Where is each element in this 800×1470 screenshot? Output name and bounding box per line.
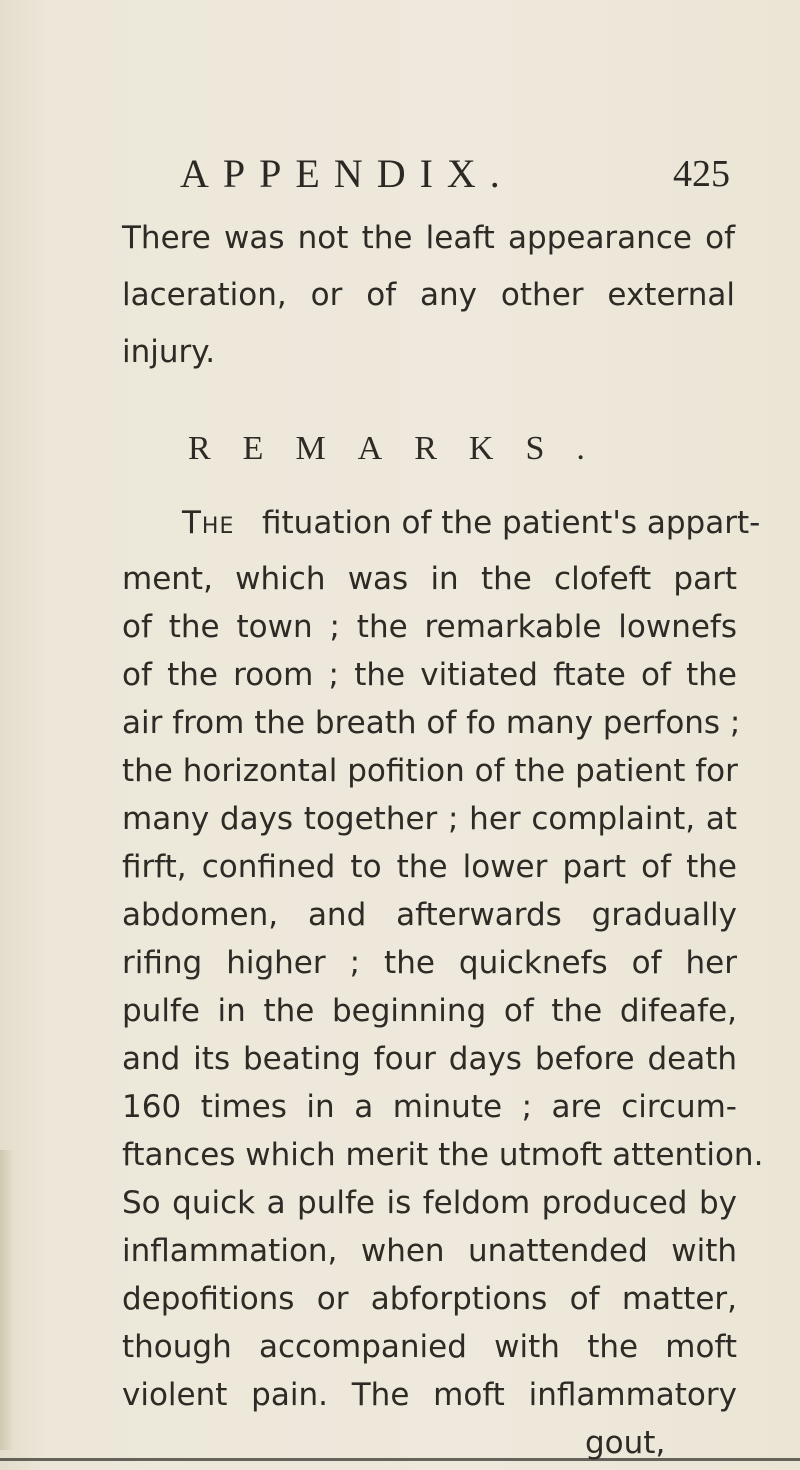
remarks-line-5: air from the breath of fo many perfons ;	[122, 705, 741, 741]
remarks-line-16: inflammation, when unattended with	[122, 1233, 737, 1269]
page-number: 425	[673, 153, 730, 195]
page-edge-shadow	[0, 1150, 14, 1450]
remarks-line-4: of the room ; the vitiated ftate of the	[122, 657, 737, 693]
remarks-line-6: the horizontal pofition of the patient for	[122, 753, 738, 789]
remarks-line-17: depofitions or abforptions of matter,	[122, 1281, 737, 1317]
opening-line-3: injury.	[122, 334, 216, 370]
remarks-line-10: rifing higher ; the quicknefs of her	[122, 945, 737, 981]
running-head-title: APPENDIX.	[180, 151, 514, 196]
bottom-rule	[0, 1458, 800, 1461]
remarks-line-9: abdomen, and afterwards gradually	[122, 897, 737, 933]
remarks-line-1: fituation of the patient's appart-	[262, 505, 761, 541]
remarks-line-3: of the town ; the remarkable lownefs	[122, 609, 737, 645]
remarks-line-12: and its beating four days before death	[122, 1041, 737, 1077]
remarks-line-14: ftances which merit the utmoft attention.	[122, 1137, 764, 1173]
opening-line-1: There was not the leaft appearance of	[122, 220, 735, 256]
remarks-line-7: many days together ; her complaint, at	[122, 801, 737, 837]
remarks-line-18: though accompanied with the moft	[122, 1329, 737, 1365]
opening-line-2: laceration, or of any other external	[122, 277, 735, 313]
catchword: gout,	[585, 1425, 666, 1461]
remarks-line-19: violent pain. The moft inflammatory	[122, 1377, 737, 1413]
remarks-line-2: ment, which was in the clofeft part	[122, 561, 737, 597]
remarks-first-word: The	[182, 505, 235, 541]
remarks-line-8: firft, confined to the lower part of the	[122, 849, 737, 885]
remarks-line-11: pulfe in the beginning of the difeafe,	[122, 993, 737, 1029]
section-heading-remarks: REMARKS.	[188, 430, 617, 467]
remarks-line-15: So quick a pulfe is feldom produced by	[122, 1185, 737, 1221]
remarks-line-13: 160 times in a minute ; are circum-	[122, 1089, 737, 1125]
